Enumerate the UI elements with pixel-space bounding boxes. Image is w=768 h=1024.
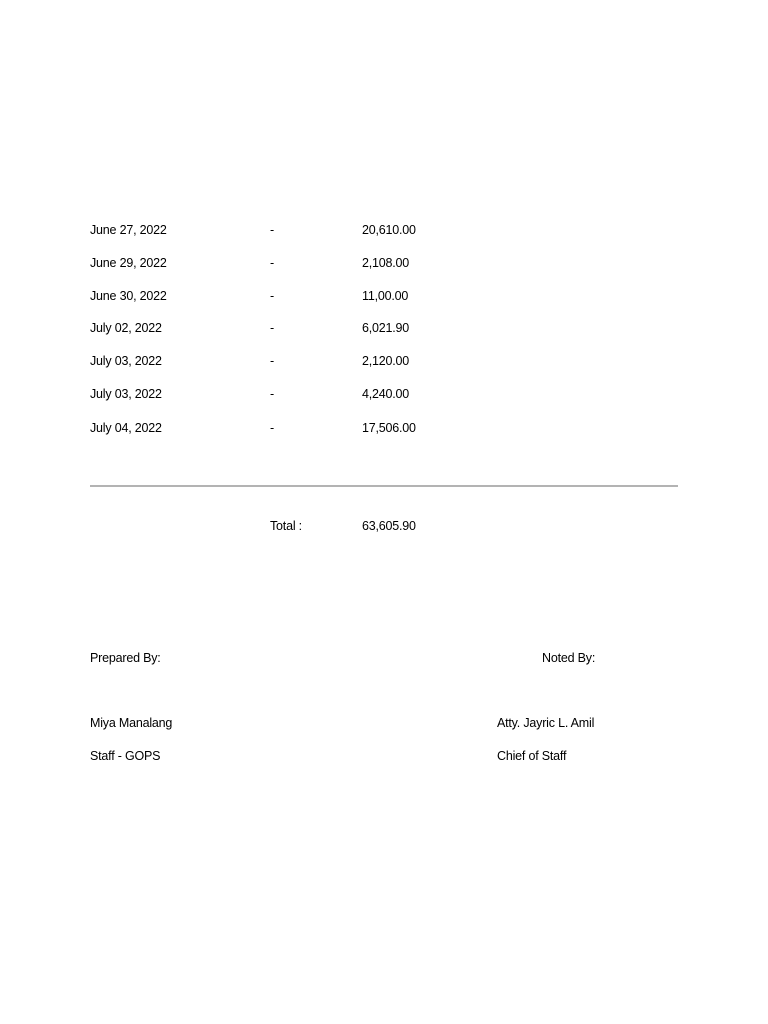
entry-date: July 03, 2022	[90, 387, 162, 401]
entry-amount: 6,021.90	[362, 321, 410, 335]
entry-amount: 2,108.00	[362, 256, 410, 270]
entry-amount: 20,610.00	[362, 223, 416, 237]
entry-dash: -	[270, 223, 274, 237]
entry-dash: -	[270, 256, 274, 270]
entry-dash: -	[270, 421, 274, 435]
entry-dash: -	[270, 321, 274, 335]
total-label: Total :	[270, 519, 302, 533]
prepared-by-title: Staff - GOPS	[90, 749, 161, 763]
total-value: 63,605.90	[362, 519, 416, 533]
entry-dash: -	[270, 289, 274, 303]
entry-amount: 4,240.00	[362, 387, 410, 401]
entry-dash: -	[270, 354, 274, 368]
entry-date: July 02, 2022	[90, 321, 162, 335]
prepared-by-heading: Prepared By:	[90, 651, 161, 665]
entry-dash: -	[270, 387, 274, 401]
entry-date: July 03, 2022	[90, 354, 162, 368]
entry-date: July 04, 2022	[90, 421, 162, 435]
entry-date: June 27, 2022	[90, 223, 167, 237]
entry-amount: 17,506.00	[362, 421, 416, 435]
total-divider	[90, 485, 678, 487]
entry-date: June 30, 2022	[90, 289, 167, 303]
prepared-by-name: Miya Manalang	[90, 716, 173, 730]
entry-amount: 11,00.00	[362, 289, 409, 303]
entry-amount: 2,120.00	[362, 354, 410, 368]
noted-by-title: Chief of Staff	[497, 749, 567, 763]
entry-date: June 29, 2022	[90, 256, 167, 270]
noted-by-name: Atty. Jayric L. Amil	[497, 716, 595, 730]
noted-by-heading: Noted By:	[542, 651, 596, 665]
